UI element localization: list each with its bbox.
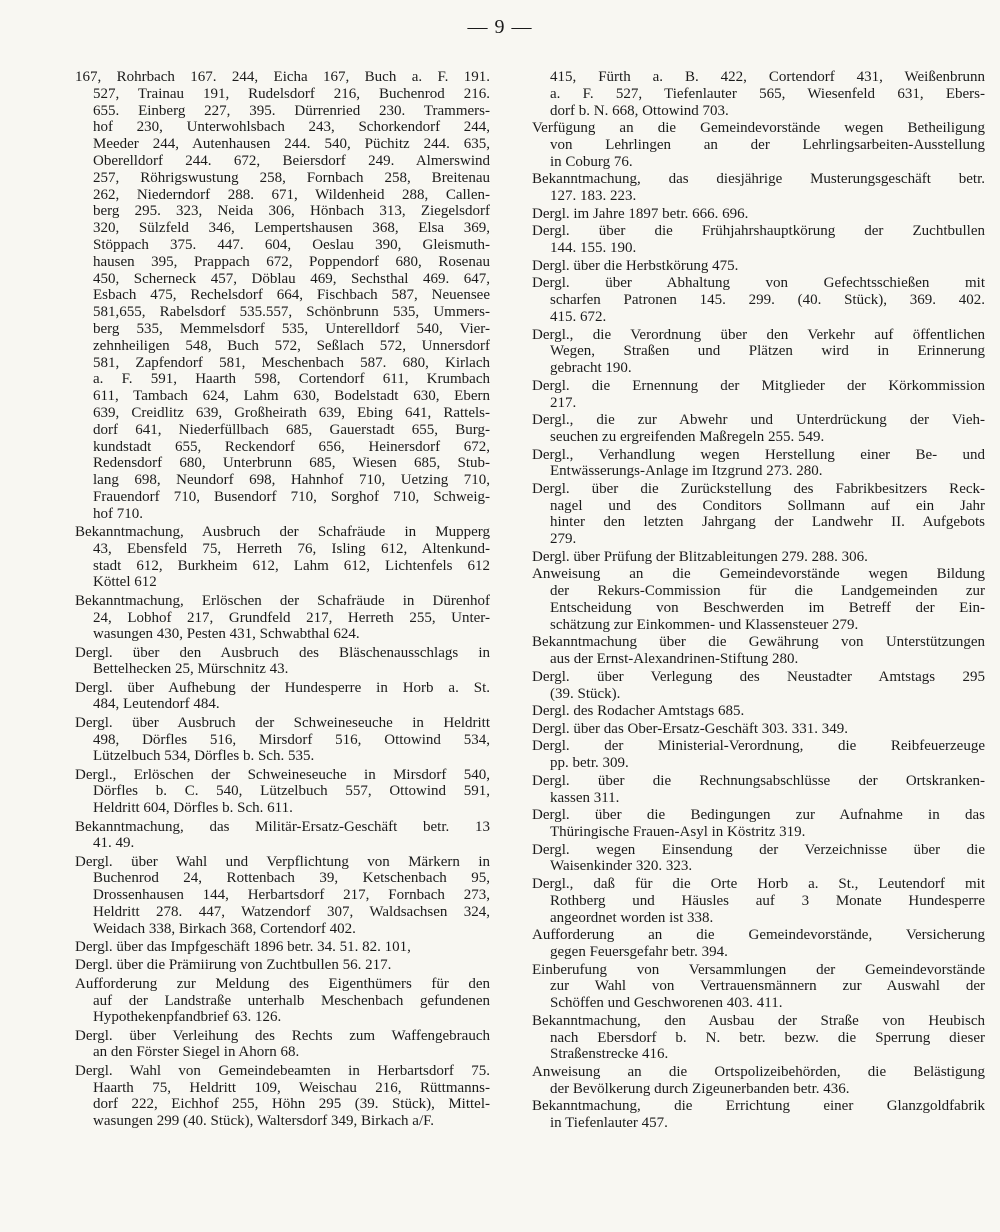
index-line: berg 295. 323, Neida 306, Hönbach 313, Ziegelsdorf (93, 203, 490, 220)
index-line: Dergl. über die Herbstkörung 475. (532, 257, 739, 274)
index-line: hinter den letzten Jahrgang der Landwehr II. Aufgebots (550, 514, 985, 531)
index-entry (532, 206, 985, 223)
index-line: stadt 612, Burkheim 612, Lahm 612, Lichtenfels 612 (93, 557, 490, 574)
index-line: hof 230, Unterwohlsbach 243, Schorkendorf 244, (93, 119, 490, 136)
index-line: Dergl. über Wahl und Verpflichtung von Märkern in (75, 853, 490, 870)
index-line: 279. (550, 531, 577, 548)
index-line: 415, Fürth a. B. 422, Cortendorf 431, Weißenbrunn (550, 69, 985, 85)
index-line: Bekanntmachung, Erlöschen der Schafräude in Dürenhof (75, 592, 490, 609)
index-line: Esbach 475, Rechelsdorf 664, Fischbach 587, Neuensee (93, 287, 490, 304)
index-line: Einberufung von Versammlungen der Gemeindevorstände (532, 961, 985, 978)
index-line: Dergl. des Rodacher Amtstags 685. (532, 703, 745, 720)
index-entry (75, 854, 490, 938)
index-line: kundstadt 655, Reckendorf 656, Heinersdorf 672, (93, 438, 490, 455)
index-line: Entwässerungs-Anlage im Itzgrund 273. 280. (550, 463, 823, 480)
index-line: 257, Röhrigswustung 258, Fornbach 258, Breitenau (93, 169, 490, 186)
index-line: 655. Einberg 227, 395. Dürrenried 230. Trammers- (93, 102, 490, 119)
index-entry (532, 1064, 985, 1098)
index-line: Aufforderung zur Meldung des Eigenthümers für den (75, 975, 490, 992)
index-line: scharfen Patronen 145. 299. (40. Stück), 369. 402. (550, 292, 985, 309)
index-entry (75, 524, 490, 591)
index-line: dorf b. N. 668, Ottowind 703. (550, 102, 729, 119)
index-line: Schöffen und Geschworenen 403. 411. (550, 995, 783, 1012)
index-line: Dergl. wegen Einsendung der Verzeichnisse über die (532, 841, 985, 858)
index-line: Dergl. der Ministerial-Verordnung, die Reibfeuerzeuge (532, 738, 985, 755)
index-line: Lützelbuch 534, Dörfles b. Sch. 535. (93, 748, 315, 765)
index-line: Waisenkinder 320. 323. (550, 858, 693, 875)
index-line: an den Förster Siegel in Ahorn 68. (93, 1044, 300, 1061)
index-entry (75, 976, 490, 1026)
index-line: Straßenstrecke 416. (550, 1046, 669, 1063)
index-line: 144. 155. 190. (550, 240, 637, 257)
index-entry (75, 715, 490, 765)
index-line: Köttel 612 (93, 574, 157, 591)
index-line: Meeder 244, Autenhausen 244. 540, Püchitz 244. 635, (93, 136, 490, 153)
index-line: Dergl., Erlöschen der Schweineseuche in Mirsdorf 540, (75, 766, 490, 783)
index-entry (532, 927, 985, 961)
index-entry (532, 258, 985, 275)
index-line: (39. Stück). (550, 685, 621, 702)
index-entry (75, 957, 490, 974)
index-line: Dergl., Verhandlung wegen Herstellung einer Be- und (532, 446, 985, 463)
index-line: wasungen 299 (40. Stück), Waltersdorf 349, Birkach a/F. (93, 1113, 435, 1130)
index-line: Dergl. über den Ausbruch des Bläschenausschlags in (75, 644, 490, 661)
index-line: 581, Zapfendorf 581, Meschenbach 587. 680, Kirlach (93, 354, 490, 371)
index-entry (75, 819, 490, 853)
index-line: Bekanntmachung, den Ausbau der Straße von Heubisch (532, 1012, 985, 1029)
index-line: Bekanntmachung, das diesjährige Musterungsgeschäft betr. (532, 171, 985, 188)
left-column (75, 69, 490, 1130)
index-line: Dergl. über Ausbruch der Schweineseuche in Heldritt (75, 714, 490, 731)
index-entry (532, 962, 985, 1012)
index-line: Heldritt 604, Dörfles b. Sch. 611. (93, 800, 293, 817)
index-entry (532, 669, 985, 703)
index-line: Stöppach 375. 447. 604, Oeslau 390, Gleismuth- (93, 236, 490, 253)
index-line: dorf 222, Eichhof 255, Höhn 295 (39. Stück), Mittel- (93, 1096, 490, 1113)
index-entry (532, 566, 985, 633)
index-line: Rothberg und Häusles auf 3 Monate Hundesperre (550, 892, 985, 909)
index-entry (75, 939, 490, 956)
index-line: hof 710. (93, 505, 143, 522)
index-line: Dergl. im Jahre 1897 betr. 666. 696. (532, 205, 749, 222)
index-entry (75, 593, 490, 643)
index-line: Anweisung an die Ortspolizeibehörden, die Belästigung (532, 1063, 985, 1080)
index-line: Aufforderung an die Gemeindevorstände, Versicherung (532, 927, 985, 944)
index-line: 167, Rohrbach 167. 244, Eicha 167, Buch a. F. 191. (75, 69, 490, 85)
index-line: der Rekurs-Commission für die Landgemeinden zur (550, 583, 985, 600)
index-entry (532, 275, 985, 325)
index-line: 262, Niederndorf 288. 671, Wildenheid 288, Callen- (93, 186, 490, 203)
index-line: Bekanntmachung, die Errichtung einer Glanzgoldfabrik (532, 1098, 985, 1115)
index-entry (532, 807, 985, 841)
index-line: Dergl. die Ernennung der Mitglieder der Körkommission (532, 377, 985, 394)
index-entry (532, 412, 985, 446)
index-entry (532, 721, 985, 738)
index-entry (75, 645, 490, 679)
index-line: in Tiefenlauter 457. (550, 1115, 668, 1132)
index-line: wasungen 430, Pesten 431, Schwabthal 624. (93, 626, 360, 643)
index-line: Dergl., die Verordnung über den Verkehr auf öffentlichen (532, 326, 985, 343)
index-line: Dergl., daß für die Orte Horb a. St., Leutendorf mit (532, 875, 985, 892)
index-line: Dörfles b. C. 540, Lützelbuch 557, Ottowind 591, (93, 783, 490, 800)
index-line: 415. 672. (550, 308, 607, 325)
index-line: Dergl. über Verleihung des Rechts zum Waffengebrauch (75, 1027, 490, 1044)
index-entry (532, 703, 985, 720)
index-line: Bettelhecken 25, Mürschnitz 43. (93, 661, 289, 678)
index-line: 450, Scherneck 457, Döblau 469, Sechsthal 469. 647, (93, 270, 490, 287)
index-line: Anweisung an die Gemeindevorstände wegen Bildung (532, 566, 985, 583)
index-line: Oberelldorf 244. 672, Beiersdorf 249. Almerswind (93, 152, 490, 169)
index-line: Dergl., die zur Abwehr und Unterdrückung der Vieh- (532, 412, 985, 429)
index-entry (532, 842, 985, 876)
index-entry (532, 876, 985, 926)
index-line: Wegen, Straßen und Plätzen wird in Erinnerung (550, 343, 985, 360)
index-entry (532, 378, 985, 412)
index-line: nagel und des Conditors Sollmann auf ein Jahr (550, 497, 985, 514)
index-line: seuchen zu ergreifenden Maßregeln 255. 549. (550, 428, 825, 445)
index-entry (532, 549, 985, 566)
index-entry (532, 223, 985, 257)
index-line: Dergl. über die Rechnungsabschlüsse der Ortskranken- (532, 772, 985, 789)
index-line: Dergl. über Prüfung der Blitzableitungen 279. 288. 306. (532, 548, 868, 565)
index-line: Haarth 75, Heldritt 109, Weischau 216, Rüttmanns- (93, 1079, 490, 1096)
index-entry (75, 680, 490, 714)
index-line: 24, Lobhof 217, Grundfeld 217, Herreth 255, Unter- (93, 609, 490, 626)
index-line: in Coburg 76. (550, 153, 633, 170)
index-line: 581,655, Rabelsdorf 535.557, Schönbrunn 535, Ummers- (93, 304, 490, 321)
index-line: 127. 183. 223. (550, 188, 637, 205)
index-entry (532, 327, 985, 377)
index-line: 498, Dörfles 516, Mirsdorf 516, Ottowind 534, (93, 731, 490, 748)
index-line: Frauendorf 710, Busendorf 710, Sorghof 710, Schweig- (93, 488, 490, 505)
index-line: kassen 311. (550, 789, 620, 806)
index-line: 527, Trainau 191, Rudelsdorf 216, Buchenrod 216. (93, 85, 490, 102)
index-line: Dergl. über das Ober-Ersatz-Geschäft 303. 331. 349. (532, 720, 848, 737)
index-line: 43, Ebensfeld 75, Herreth 76, Isling 612, Altenkund- (93, 540, 490, 557)
index-line: Drossenhausen 144, Herbartsdorf 217, Fornbach 273, (93, 887, 490, 904)
index-entry (75, 1028, 490, 1062)
index-entry (532, 634, 985, 668)
index-entry (532, 447, 985, 481)
index-entry (75, 1063, 490, 1130)
index-line: Dergl. über Aufhebung der Hundesperre in Horb a. St. (75, 679, 490, 696)
index-entry (532, 1013, 985, 1063)
index-line: Dergl. über Verlegung des Neustadter Amtstags 295 (532, 668, 985, 685)
index-entry (532, 1098, 985, 1132)
page-number: — 9 — (467, 16, 533, 38)
index-line: nach Ebersdorf b. N. betr. bezw. die Sperrung dieser (550, 1029, 985, 1046)
index-line: zur Wahl von Vertrauensmännern zur Auswahl der (550, 978, 985, 995)
index-line: 484, Leutendorf 484. (93, 696, 220, 713)
index-line: Weidach 338, Birkach 368, Cortendorf 402. (93, 920, 356, 937)
index-line: lang 698, Neundorf 698, Hahnhof 710, Uetzing 710, (93, 472, 490, 489)
index-line: 639, Creidlitz 639, Großheirath 639, Ebing 641, Rattels- (93, 404, 490, 421)
index-line: der Bevölkerung durch Zigeunerbanden betr. 436. (550, 1080, 850, 1097)
index-line: Thüringische Frauen-Asyl in Köstritz 319. (550, 824, 806, 840)
index-line: a. F. 527, Tiefenlauter 565, Wiesenfeld 631, Ebers- (550, 85, 985, 102)
index-line: schätzung zur Einkommen- und Klassensteuer 279. (550, 616, 859, 633)
index-line: Redensdorf 680, Unterbrunn 685, Wiesen 685, Stub- (93, 455, 490, 472)
index-line: zehnheiligen 548, Buch 572, Seßlach 572, Unnersdorf (93, 337, 490, 354)
index-line: 41. 49. (93, 835, 135, 852)
index-line: a. F. 591, Haarth 598, Cortendorf 611, Krumbach (93, 371, 490, 388)
index-line: Verfügung an die Gemeindevorstände wegen Betheiligung (532, 120, 985, 137)
index-entry (532, 171, 985, 205)
index-line: gegen Feuersgefahr betr. 394. (550, 943, 728, 960)
index-line: pp. betr. 309. (550, 755, 629, 772)
index-line: Hypothekenpfandbrief 63. 126. (93, 1009, 282, 1026)
index-line: Bekanntmachung, Ausbruch der Schafräude in Mupperg (75, 524, 490, 541)
index-line: aus der Ernst-Alexandrinen-Stiftung 280. (550, 651, 799, 668)
index-entry (532, 773, 985, 807)
index-line: Dergl. über Abhaltung von Gefechtsschießen mit (532, 275, 985, 292)
index-line: dorf 641, Niederfüllbach 685, Gauerstadt 655, Burg- (93, 421, 490, 438)
index-line: Dergl. über die Prämiirung von Zuchtbullen 56. 217. (75, 957, 392, 974)
index-entry (75, 767, 490, 817)
index-entry (75, 69, 490, 523)
right-column (532, 69, 985, 1132)
index-entry (532, 481, 985, 548)
index-line: Dergl. über das Impfgeschäft 1896 betr. 34. 51. 82. 101, (75, 939, 411, 956)
index-entry (532, 120, 985, 170)
index-line: 217. (550, 394, 577, 411)
index-line: Heldritt 278. 447, Watzendorf 307, Waldsachsen 324, (93, 904, 490, 921)
index-line: angeordnet worden ist 338. (550, 909, 714, 926)
index-line: Bekanntmachung, das Militär-Ersatz-Geschäft betr. 13 (75, 818, 490, 835)
index-line: von Lehrlingen an der Lehrlingsarbeiten-Ausstellung (550, 136, 985, 153)
index-line: Buchenrod 24, Rottenbach 39, Ketschenbach 95, (93, 870, 490, 887)
index-line: berg 535, Memmelsdorf 535, Unterelldorf 540, Vier- (93, 320, 490, 337)
index-line: 320, Sülzfeld 346, Lempertshausen 368, Elsa 369, (93, 220, 490, 237)
index-line: Dergl. über die Frühjahrshauptkörung der Zuchtbullen (532, 223, 985, 240)
index-line: Dergl. über die Bedingungen zur Aufnahme in das (532, 807, 985, 824)
index-line: hausen 395, Prappach 672, Poppendorf 680, Rosenau (93, 253, 490, 270)
index-line: Entscheidung von Beschwerden im Betreff der Ein- (550, 600, 985, 617)
index-entry (532, 738, 985, 772)
index-line: Bekanntmachung über die Gewährung von Unterstützungen (532, 634, 985, 651)
index-line: 611, Tambach 624, Lahm 630, Bodelstadt 630, Ebern (93, 388, 490, 405)
index-line: auf der Landstraße unterhalb Meschenbach gefundenen (93, 992, 490, 1009)
index-line: Dergl. Wahl von Gemeindebeamten in Herbartsdorf 75. (75, 1062, 490, 1079)
index-line: gebracht 190. (550, 360, 632, 377)
index-entry (532, 69, 985, 119)
index-line: Dergl. über die Zurückstellung des Fabrikbesitzers Reck- (532, 480, 985, 497)
